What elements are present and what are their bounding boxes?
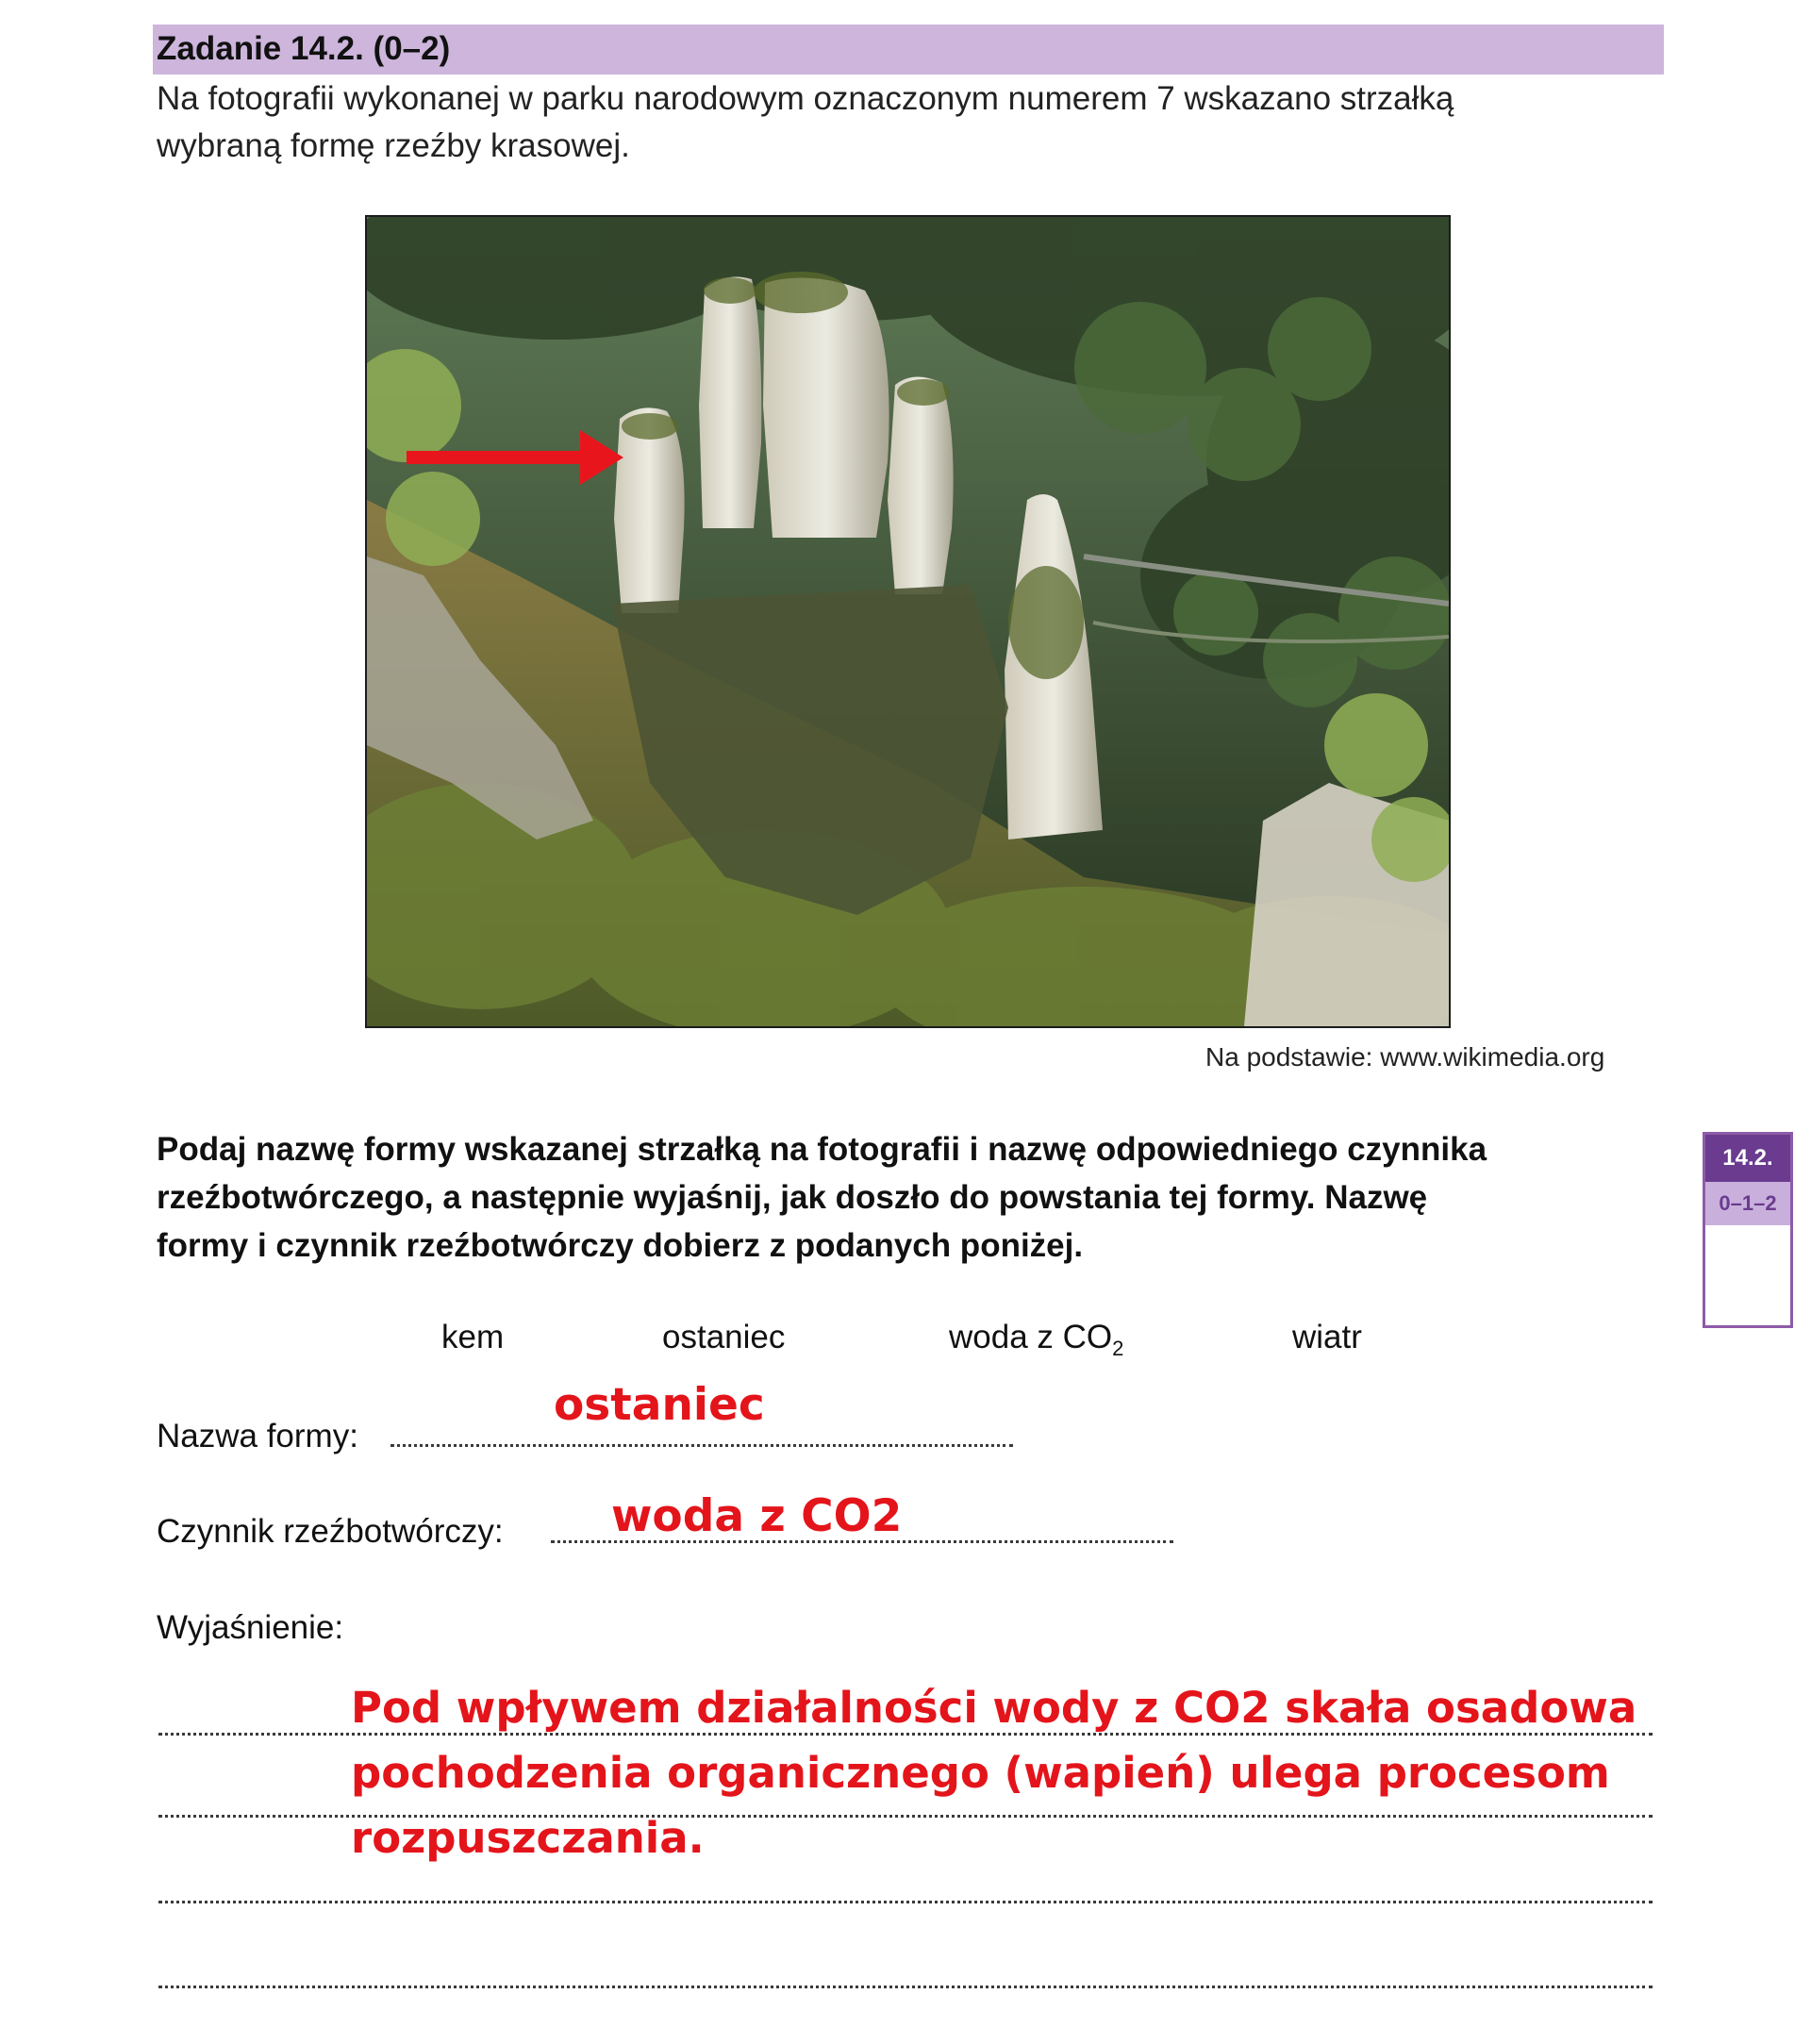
explanation-answer-line: rozpuszczania. [351,1813,705,1863]
explanation-answer-line: pochodzenia organicznego (wapień) ulega procesom [351,1748,1610,1798]
explanation-line-3[interactable] [158,1901,1653,1903]
explanation-label: Wyjaśnienie: [157,1609,344,1646]
option-kem: kem [441,1319,505,1355]
form-name-answer: ostaniec [554,1379,765,1431]
question-line: formy i czynnik rzeźbotwórczy dobierz z podanych poniżej. [157,1227,1084,1264]
question-line: rzeźbotwórczego, a następnie wyjaśnij, jak doszło do powstania tej formy. Nazwę [157,1179,1428,1216]
explanation-answer-line: Pod wpływem działalności wody z CO2 skała osadowa [351,1683,1637,1733]
task-header [153,25,1664,75]
intro-line: wybraną formę rzeźby krasowej. [157,127,630,164]
option-woda [949,1319,1123,1361]
form-name-line[interactable] [390,1444,1013,1447]
option-woda-sub: 2 [1112,1337,1124,1360]
photo-source: Na podstawie: www.wikimedia.org [1205,1042,1605,1072]
task-intro [157,75,1685,170]
option-woda-main: woda z CO [949,1319,1113,1355]
score-points: 0–1–2 [1705,1182,1790,1225]
task-question [157,1125,1666,1270]
task-title: Zadanie 14.2. (0–2) [157,30,451,67]
explanation-answer [351,1675,1803,1870]
rock-pillars-image [367,217,1449,1026]
score-box [1703,1132,1793,1328]
intro-line: Na fotografii wykonanej w parku narodowym oznaczonym numerem 7 wskazano strzałką [157,80,1454,117]
factor-answer: woda z CO2 [611,1490,903,1542]
karst-photo [365,215,1451,1028]
option-ostaniec: ostaniec [662,1319,786,1355]
form-name-label: Nazwa formy: [157,1418,358,1454]
score-task-number: 14.2. [1705,1135,1790,1182]
option-wiatr: wiatr [1292,1319,1362,1355]
explanation-line-4[interactable] [158,1986,1653,1988]
question-line: Podaj nazwę formy wskazanej strzałką na fotografii i nazwę odpowiedniego czynnika [157,1131,1487,1168]
factor-label: Czynnik rzeźbotwórczy: [157,1513,504,1550]
